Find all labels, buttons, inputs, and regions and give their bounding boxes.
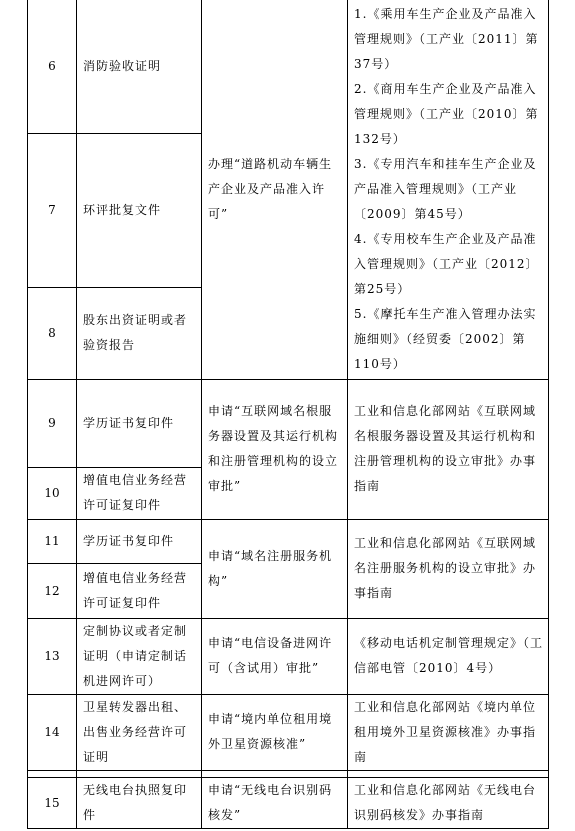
row-number: 11 — [28, 519, 77, 563]
table-row — [28, 694, 549, 770]
basis-cell: 工业和信息化部网站《互联网域名注册服务机构的设立审批》办事指南 — [348, 519, 549, 618]
document-name: 环评批复文件 — [77, 133, 202, 287]
application-item: 申请“电信设备进网许可（含试用）审批” — [202, 618, 348, 694]
application-item: 申请“互联网域名根服务器设置及其运行机构和注册管理机构的设立审批” — [202, 379, 348, 519]
document-name: 增值电信业务经营许可证复印件 — [77, 563, 202, 618]
document-name: 增值电信业务经营许可证复印件 — [77, 467, 202, 519]
requirements-table — [27, 0, 549, 829]
basis-line: 1.《乘用车生产企业及产品准入管理规则》（工产业〔2011〕第37号） — [354, 6, 539, 71]
basis-line: 3.《专用汽车和挂车生产企业及产品准入管理规则》（工产业〔2009〕第45号） — [354, 156, 537, 221]
table-row — [28, 618, 549, 694]
row-number: 7 — [28, 133, 77, 287]
basis-line: 2.《商用车生产企业及产品准入管理规则》（工产业〔2010〕第132号） — [354, 81, 539, 146]
basis-cell: 工业和信息化部网站《无线电台识别码核发》办事指南 — [348, 777, 549, 828]
basis-cell: 《移动电话机定制管理规定》（工信部电管〔2010〕4号） — [348, 618, 549, 694]
application-item: 申请“境内单位租用境外卫星资源核准” — [202, 694, 348, 770]
table-row — [28, 0, 549, 133]
row-number: 10 — [28, 467, 77, 519]
table-row — [28, 379, 549, 467]
application-item: 申请“无线电台识别码核发” — [202, 777, 348, 828]
document-name: 学历证书复印件 — [77, 379, 202, 467]
basis-cell — [348, 0, 549, 379]
row-number: 12 — [28, 563, 77, 618]
basis-cell: 工业和信息化部网站《互联网域名根服务器设置及其运行机构和注册管理机构的设立审批》办事指南 — [348, 379, 549, 519]
basis-line: 5.《摩托车生产准入管理办法实施细则》（经贸委〔2002〕第110号） — [354, 306, 537, 371]
basis-cell: 工业和信息化部网站《境内单位租用境外卫星资源核准》办事指南 — [348, 694, 549, 770]
row-number: 9 — [28, 379, 77, 467]
row-number: 15 — [28, 777, 77, 828]
basis-line: 4.《专用校车生产企业及产品准入管理规则》（工产业〔2012〕第25号） — [354, 231, 539, 296]
document-name: 无线电台执照复印件 — [77, 777, 202, 828]
row-number: 14 — [28, 694, 77, 770]
application-item: 办理“道路机动车辆生产企业及产品准入许可” — [202, 0, 348, 379]
row-number: 6 — [28, 0, 77, 133]
document-name: 定制协议或者定制证明（申请定制话机进网许可） — [77, 618, 202, 694]
document-name: 卫星转发器出租、出售业务经营许可证明 — [77, 694, 202, 770]
row-number: 13 — [28, 618, 77, 694]
document-name: 股东出资证明或者验资报告 — [77, 287, 202, 379]
table-row-separator — [28, 770, 549, 777]
document-name: 消防验收证明 — [77, 0, 202, 133]
document-name: 学历证书复印件 — [77, 519, 202, 563]
application-item: 申请“域名注册服务机构” — [202, 519, 348, 618]
row-number: 8 — [28, 287, 77, 379]
table-row — [28, 519, 549, 563]
table-row — [28, 777, 549, 828]
